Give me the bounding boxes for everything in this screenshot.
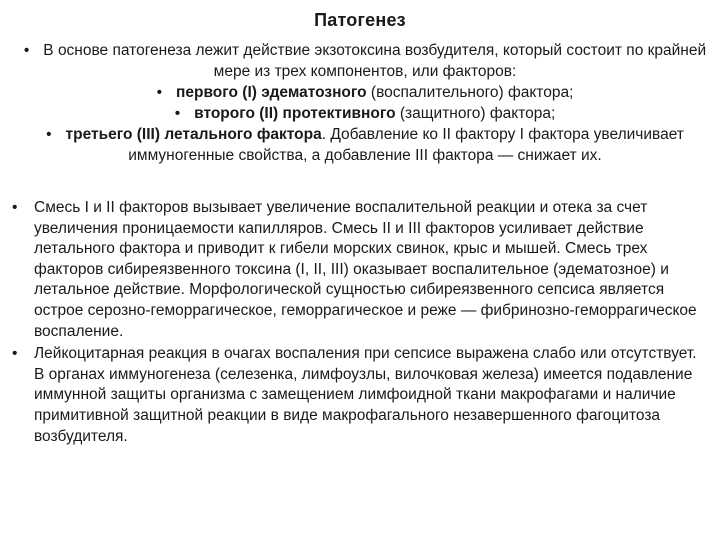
factor-2-rest: (защитного) фактора;	[395, 105, 556, 122]
intro-text: В основе патогенеза лежит действие экзотоксина возбудителя, который состоит по крайней мере из трех компонентов, или факторов:	[43, 42, 707, 80]
factor-1-rest: (воспалительного) фактора;	[366, 84, 574, 101]
paragraph-1-text: Смесь I и II факторов вызывает увеличение воспалительной реакции и отека за счет увеличения проницаемости капилляров. Смесь II и III факторов усиливает действие летального фактора и приводит к гибели морских свинок, крыс и мышей. Смесь трех факторов сибиреязвенного токсина (I, II, III) оказывает воспалительное (эдематозное) и летальное действие. Морфологической сущностью сибиреязвенного сепсиса является острое серозно-геморрагическое, геморрагическое и реже — фибринозно-геморрагическое воспаление.	[34, 199, 697, 340]
intro-item	[20, 40, 710, 82]
factor-item-2	[20, 103, 710, 124]
bullet-icon: •	[23, 42, 30, 59]
bullet-icon: •	[12, 199, 18, 216]
slide-title: Патогенез	[314, 10, 406, 30]
factor-item-3	[20, 124, 710, 166]
paragraph-2	[12, 344, 710, 447]
bullet-icon: •	[46, 126, 52, 143]
factor-3-bold: третьего (III) летального фактора	[65, 126, 322, 143]
factor-1-bold: первого (I) эдематозного	[176, 84, 367, 101]
factor-2-bold: второго (II) протективного	[194, 105, 396, 122]
body-block	[12, 198, 710, 449]
bullet-icon: •	[156, 84, 163, 101]
factor-3-rest: . Добавление ко II фактору I фактора увеличивает иммуногенные свойства, а добавление III фактора — снижает их.	[128, 126, 684, 164]
intro-block	[20, 40, 710, 166]
bullet-icon: •	[12, 345, 18, 363]
paragraph-1	[12, 198, 710, 342]
factor-item-1	[20, 82, 710, 103]
paragraph-2-text: Лейкоцитарная реакция в очагах воспаления при сепсисе выражена слабо или отсутствует. В органах иммуногенеза (селезенка, лимфоузлы, вилочковая железа) имеется подавление иммунной защиты организма с замещением лимфоидной ткани макрофагами и наличие примитивной защитной реакции в виде макрофагального незавершенного фагоцитоза возбудителя.	[34, 345, 697, 445]
bullet-icon: •	[174, 105, 181, 122]
